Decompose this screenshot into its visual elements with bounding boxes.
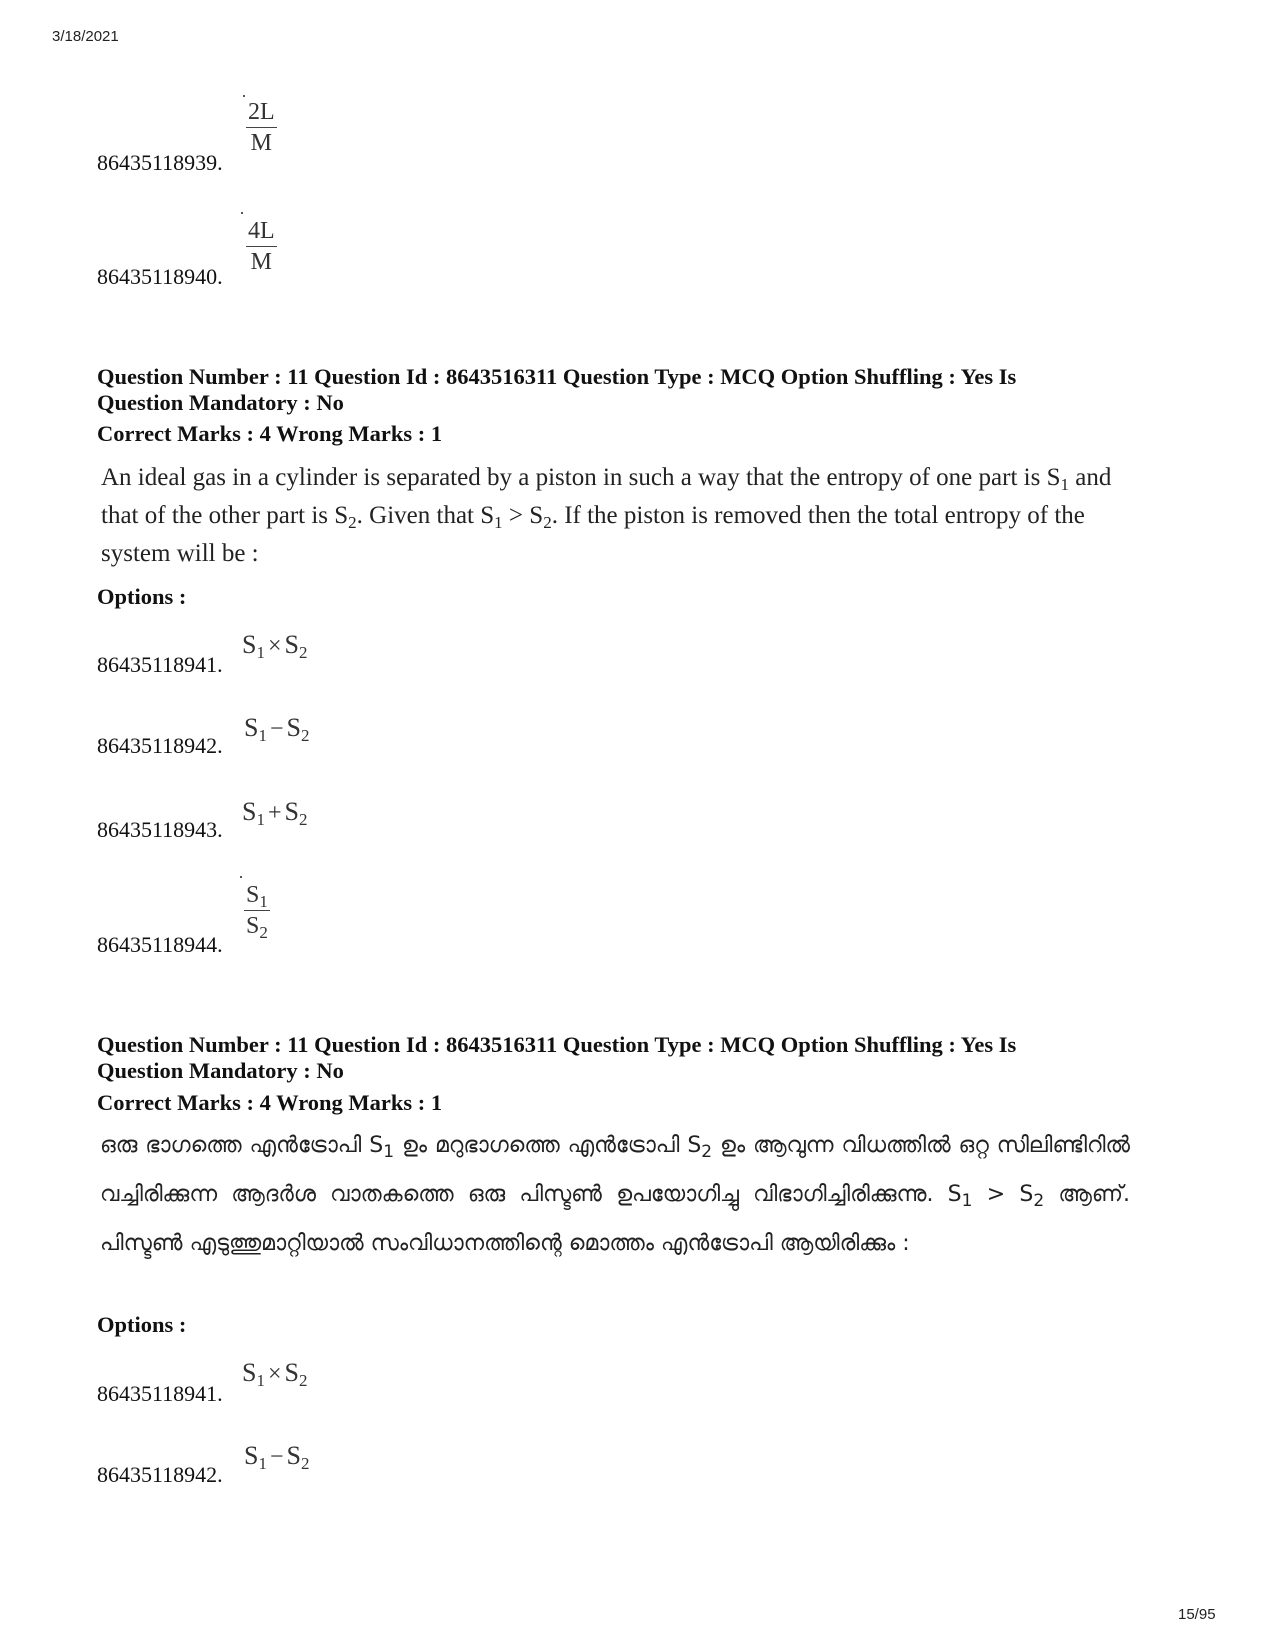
question-text <box>100 1121 1130 1268</box>
subscript: 2 <box>543 513 552 532</box>
option-expression: $S_1 \times S_2$ <box>242 1358 308 1390</box>
option-expression: $S_1 - S_2$ <box>244 1441 310 1473</box>
fraction-denominator: M <box>250 130 272 156</box>
fraction-numerator: $S_1$ <box>246 882 268 911</box>
subscript: 1 <box>961 1191 973 1211</box>
option-expression: $S_1 - S_2$ <box>244 713 310 745</box>
subscript: 2 <box>701 1142 713 1162</box>
option-id: 86435118939. <box>97 150 223 175</box>
question-meta-line: Question Number : 11 Question Id : 8643516311 Question Type : MCQ Option Shuffling : Yes Is <box>97 364 1017 389</box>
fraction-denominator: $S_2$ <box>246 913 268 942</box>
option-id: 86435118941. <box>97 652 223 677</box>
option-id: 86435118942. <box>97 1462 223 1487</box>
question-text-part: ഉം ആവുന്ന വിധത്തിൽ ഒറ്റ സിലിണ്ടിറിൽ വച്ചിരിക്കുന്ന ആദർശ വാതകത്തെ ഒരു പിസ്ടൺ ഉപയോഗിച്ചു വിഭാഗിച്ചിരിക്കുന്നു. S <box>100 1133 1130 1207</box>
question-text-part: ഉം മറുഭാഗത്തെ എൻട്രോപി S <box>394 1133 702 1158</box>
option-marker <box>241 212 243 214</box>
options-label: Options : <box>97 1312 187 1337</box>
question-text-part: > S <box>502 502 544 529</box>
question-text <box>101 459 1131 573</box>
question-header <box>97 364 1127 416</box>
option-id: 86435118941. <box>97 1381 223 1406</box>
fraction-numerator: 2L <box>246 97 277 128</box>
question-marks: Correct Marks : 4 Wrong Marks : 1 <box>97 421 443 446</box>
option-expression <box>246 216 277 277</box>
question-text-part: > S <box>972 1182 1034 1207</box>
subscript: 1 <box>383 1142 395 1162</box>
option-marker <box>243 95 245 97</box>
question-meta-line: Question Number : 11 Question Id : 8643516311 Question Type : MCQ Option Shuffling : Yes Is <box>97 1032 1017 1057</box>
question-text-part: . Given that S <box>356 502 495 529</box>
fraction-numerator: 4L <box>246 216 277 247</box>
option-id: 86435118942. <box>97 733 223 758</box>
option-id: 86435118940. <box>97 264 223 289</box>
subscript: 1 <box>494 513 503 532</box>
question-text-part: ഒരു ഭാഗത്തെ എൻട്രോപി S <box>100 1133 384 1158</box>
options-label: Options : <box>97 584 187 609</box>
question-text-part: and that of the other part is S <box>101 464 1112 529</box>
option-marker <box>240 876 242 878</box>
print-date: 3/18/2021 <box>52 28 119 45</box>
subscript: 1 <box>1060 475 1069 494</box>
question-text-part: ആണ്. പിസ്ടൺ എടുത്തുമാറ്റിയാൽ സംവിധാനത്തിന്റെ മൊത്തം എൻട്രോപി ആയിരിക്കും : <box>100 1182 1130 1256</box>
option-expression <box>244 880 270 941</box>
question-meta-line: Question Mandatory : No <box>97 390 344 415</box>
question-text-part: . If the piston is removed then the total entropy of the system will be : <box>101 502 1085 567</box>
option-id: 86435118943. <box>97 817 223 842</box>
subscript: 2 <box>348 513 357 532</box>
option-expression: $S_1 \times S_2$ <box>242 630 308 662</box>
fraction-denominator: M <box>250 249 272 275</box>
question-header <box>97 1032 1127 1084</box>
subscript: 2 <box>1033 1191 1045 1211</box>
question-text-part: An ideal gas in a cylinder is separated by a piston in such a way that the entropy of one part is S <box>101 464 1061 491</box>
page-number: 15/95 <box>1178 1606 1216 1623</box>
option-id: 86435118944. <box>97 932 223 957</box>
option-expression: $S_1 + S_2$ <box>242 797 308 829</box>
question-meta-line: Question Mandatory : No <box>97 1058 344 1083</box>
option-expression <box>246 97 277 158</box>
question-marks: Correct Marks : 4 Wrong Marks : 1 <box>97 1090 443 1115</box>
